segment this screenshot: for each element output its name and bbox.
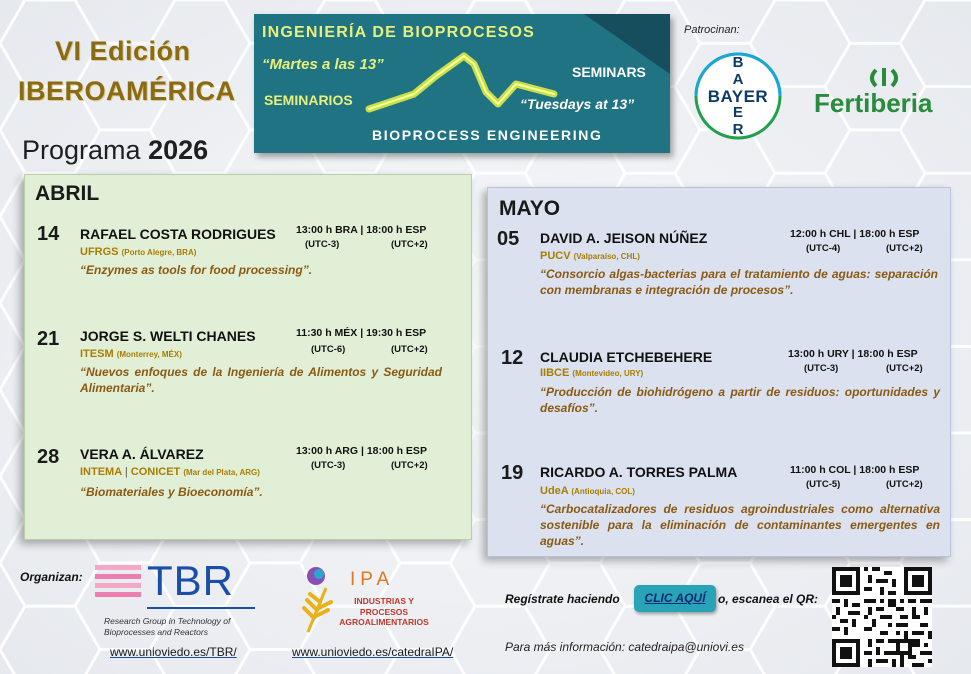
qr-code[interactable]	[832, 567, 932, 667]
utc-spain: (UTC+2)	[391, 460, 428, 471]
tbr-link[interactable]: www.unioviedo.es/TBR/	[110, 645, 237, 659]
month-title-abril: ABRIL	[35, 182, 100, 205]
utc-local: (UTC-3)	[305, 239, 340, 250]
speaker-institution: UdeA (Antioquia, COL)	[540, 485, 635, 497]
speaker-name: DAVID A. JEISON NÚÑEZ	[540, 230, 708, 246]
utc-spain: (UTC+2)	[886, 479, 923, 490]
fertiberia-wordmark: Fertiberia	[814, 88, 933, 118]
talk-title: “Enzymes as tools for food processing”.	[80, 263, 313, 277]
session-day: 05	[497, 228, 520, 250]
speaker-institution: UFRGS (Porto Alegre, BRA)	[80, 246, 197, 258]
organizers-label: Organizan:	[20, 570, 83, 584]
speaker-name: CLAUDIA ETCHEBEHERE	[540, 349, 713, 365]
session-day: 28	[37, 446, 60, 468]
banner-seminarios: SEMINARIOS	[264, 92, 353, 108]
talk-title: “Nuevos enfoques de la Ingeniería de Alimentos y Seguridad Alimentaria”.	[80, 365, 442, 395]
tbr-stripes-icon	[95, 565, 145, 599]
speaker-institution: IIBCE (Montevideo, URY)	[540, 367, 644, 379]
ipa-link[interactable]: www.unioviedo.es/catedraIPA/	[292, 645, 454, 659]
utc-spain: (UTC+2)	[886, 243, 923, 254]
utc-spain: (UTC+2)	[391, 239, 428, 250]
fertiberia-leaf-icon	[866, 66, 902, 88]
register-qr-text: o, escanea el QR:	[718, 592, 819, 606]
speaker-name: RICARDO A. TORRES PALMA	[540, 464, 738, 480]
edition-region: IBEROAMÉRICA	[18, 76, 236, 106]
mayo-panel	[487, 187, 951, 557]
sponsors-label: Patrocinan:	[684, 24, 740, 36]
talk-title: “Carbocatalizadores de residuos agroindustriales como alternativa sostenible para la eliminación de contaminantes emergentes en aguas”.	[540, 502, 940, 548]
session-day: 21	[37, 328, 60, 350]
banner-title-es: INGENIERÍA DE BIOPROCESOS	[262, 24, 535, 41]
speaker-name: RAFAEL COSTA RODRIGUES	[80, 226, 276, 242]
speaker-name: JORGE S. WELTI CHANES	[80, 328, 256, 344]
utc-local: (UTC-5)	[806, 479, 841, 490]
session-day: 12	[501, 347, 524, 369]
speaker-institution: PUCV (Valparaíso, CHL)	[540, 250, 640, 262]
tbr-wordmark: TBR	[147, 557, 234, 604]
utc-spain: (UTC+2)	[886, 363, 923, 374]
info-line: Para más información: catedraipa@uniovi.es	[505, 640, 744, 654]
banner-tagline-es: “Martes a las 13”	[262, 56, 384, 73]
utc-local: (UTC-3)	[311, 460, 346, 471]
session-time: 11:30 h MÉX | 19:30 h ESP	[296, 327, 427, 339]
bayer-horizontal: BAYER	[707, 87, 769, 106]
speaker-institution: ITESM (Monterrey, MÉX)	[80, 348, 182, 360]
register-text: Regístrate haciendo	[505, 592, 620, 606]
utc-spain: (UTC+2)	[391, 344, 428, 355]
banner-seminars: SEMINARS	[572, 64, 646, 80]
program-title: Programa 2026	[22, 135, 209, 165]
abril-panel	[24, 174, 472, 540]
speaker-name: VERA A. ÁLVAREZ	[80, 446, 204, 462]
register-button[interactable]: CLIC AQUÍ	[634, 585, 716, 612]
talk-title: “Consorcio algas-bacterias para el tratamiento de aguas: separación con membranas e integración de procesos”.	[540, 267, 938, 297]
bayer-logo	[694, 52, 782, 140]
banner-tagline-en: “Tuesdays at 13”	[520, 96, 635, 112]
session-day: 14	[37, 223, 60, 245]
seminar-banner	[254, 14, 670, 153]
session-time: 13:00 h BRA | 18:00 h ESP	[296, 224, 427, 236]
session-time: 13:00 h URY | 18:00 h ESP	[788, 348, 918, 360]
speaker-institution: INTEMA | CONICET (Mar del Plata, ARG)	[80, 466, 260, 478]
tbr-logo	[95, 557, 265, 615]
edition-title: VI Edición	[55, 36, 191, 66]
utc-local: (UTC-3)	[804, 363, 839, 374]
fertiberia-logo	[814, 66, 948, 122]
session-time: 13:00 h ARG | 18:00 h ESP	[296, 445, 427, 457]
utc-local: (UTC-4)	[806, 243, 841, 254]
session-time: 11:00 h COL | 18:00 h ESP	[790, 464, 920, 476]
banner-title-en: BIOPROCESS ENGINEERING	[372, 127, 603, 143]
talk-title: “Biomateriales y Bioeconomía”.	[80, 485, 263, 499]
bayer-vertical: B A E R	[732, 54, 744, 138]
talk-title: “Producción de biohidrógeno a partir de residuos: oportunidades y desafíos”.	[540, 385, 940, 415]
session-time: 12:00 h CHL | 18:00 h ESP	[790, 228, 920, 240]
ipa-description: INDUSTRIAS Y PROCESOS AGROALIMENTARIOS	[339, 596, 429, 627]
tbr-description: Research Group in Technology of Bioprocesses and Reactors	[104, 616, 231, 637]
ipa-logo	[300, 566, 440, 638]
utc-local: (UTC-6)	[311, 344, 346, 355]
session-day: 19	[501, 462, 524, 484]
month-title-mayo: MAYO	[499, 197, 561, 220]
ipa-wordmark: IPA	[350, 569, 395, 590]
